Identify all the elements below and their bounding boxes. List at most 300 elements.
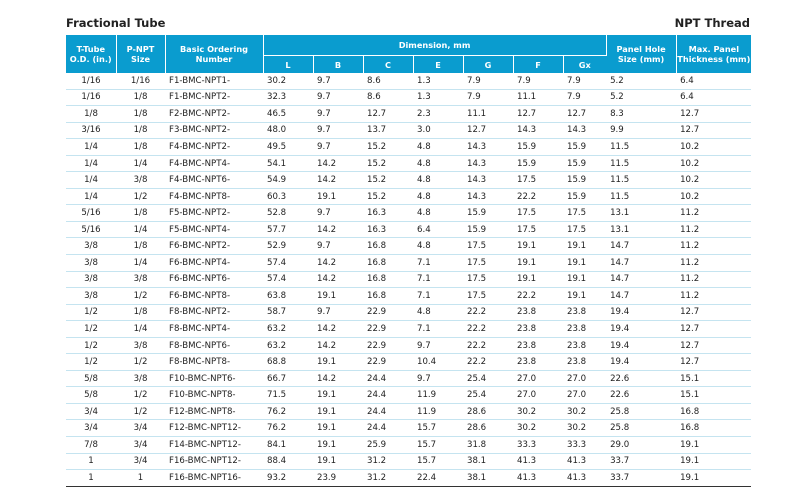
cell-dim-l: 58.7 bbox=[263, 304, 313, 321]
cell-dim-g: 17.5 bbox=[463, 255, 513, 272]
table-row bbox=[66, 370, 751, 387]
cell-pnpt-size: 3/4 bbox=[116, 437, 165, 454]
cell-dim-f: 22.2 bbox=[513, 288, 563, 305]
cell-dim-c: 22.9 bbox=[363, 337, 413, 354]
cell-ordering-number: F5-BMC-NPT4- bbox=[165, 221, 263, 238]
cell-dim-b: 23.9 bbox=[313, 470, 363, 487]
cell-dim-c: 31.2 bbox=[363, 470, 413, 487]
cell-ordering-number: F4-BMC-NPT2- bbox=[165, 139, 263, 156]
cell-pnpt-size: 1/4 bbox=[116, 155, 165, 172]
cell-pnpt-size: 3/8 bbox=[116, 370, 165, 387]
cell-tube-od: 1/2 bbox=[66, 321, 116, 338]
cell-dim-c: 22.9 bbox=[363, 304, 413, 321]
cell-dim-g: 22.2 bbox=[463, 304, 513, 321]
cell-pnpt-size: 1/8 bbox=[116, 238, 165, 255]
cell-dim-e: 1.3 bbox=[413, 89, 463, 106]
cell-max-panel-thickness: 10.2 bbox=[676, 188, 751, 205]
cell-dim-gx: 23.8 bbox=[563, 304, 606, 321]
cell-tube-od: 3/8 bbox=[66, 271, 116, 288]
cell-max-panel-thickness: 10.2 bbox=[676, 155, 751, 172]
cell-dim-f: 17.5 bbox=[513, 221, 563, 238]
cell-pnpt-size: 1/8 bbox=[116, 89, 165, 106]
cell-dim-l: 54.1 bbox=[263, 155, 313, 172]
header-max-panel-thickness: Max. Panel Thickness (mm) bbox=[676, 35, 751, 73]
cell-max-panel-thickness: 6.4 bbox=[676, 89, 751, 106]
cell-dim-l: 76.2 bbox=[263, 420, 313, 437]
section-title: Fractional Tube bbox=[66, 16, 166, 30]
cell-max-panel-thickness: 6.4 bbox=[676, 73, 751, 89]
cell-dim-e: 11.9 bbox=[413, 403, 463, 420]
cell-dim-b: 14.2 bbox=[313, 271, 363, 288]
cell-ordering-number: F4-BMC-NPT6- bbox=[165, 172, 263, 189]
cell-pnpt-size: 1/2 bbox=[116, 403, 165, 420]
cell-dim-b: 9.7 bbox=[313, 139, 363, 156]
cell-dim-f: 23.8 bbox=[513, 304, 563, 321]
cell-tube-od: 1 bbox=[66, 470, 116, 487]
cell-dim-c: 25.9 bbox=[363, 437, 413, 454]
cell-panel-hole-size: 33.7 bbox=[606, 453, 676, 470]
cell-dim-b: 19.1 bbox=[313, 420, 363, 437]
cell-dim-g: 11.1 bbox=[463, 106, 513, 123]
cell-panel-hole-size: 11.5 bbox=[606, 155, 676, 172]
cell-tube-od: 1/4 bbox=[66, 139, 116, 156]
cell-dim-b: 14.2 bbox=[313, 255, 363, 272]
cell-panel-hole-size: 19.4 bbox=[606, 354, 676, 371]
cell-dim-c: 24.4 bbox=[363, 403, 413, 420]
cell-max-panel-thickness: 11.2 bbox=[676, 288, 751, 305]
cell-panel-hole-size: 5.2 bbox=[606, 89, 676, 106]
cell-dim-gx: 41.3 bbox=[563, 470, 606, 487]
table-row bbox=[66, 122, 751, 139]
cell-dim-c: 15.2 bbox=[363, 172, 413, 189]
cell-panel-hole-size: 14.7 bbox=[606, 271, 676, 288]
cell-panel-hole-size: 5.2 bbox=[606, 73, 676, 89]
cell-tube-od: 1/2 bbox=[66, 304, 116, 321]
header-dim-b: B bbox=[313, 56, 363, 74]
header-dim-l: L bbox=[263, 56, 313, 74]
cell-dim-l: 30.2 bbox=[263, 73, 313, 89]
cell-dim-gx: 30.2 bbox=[563, 403, 606, 420]
cell-dim-g: 15.9 bbox=[463, 221, 513, 238]
cell-panel-hole-size: 33.7 bbox=[606, 470, 676, 487]
cell-ordering-number: F2-BMC-NPT2- bbox=[165, 106, 263, 123]
cell-pnpt-size: 1/8 bbox=[116, 139, 165, 156]
cell-dim-f: 30.2 bbox=[513, 420, 563, 437]
cell-max-panel-thickness: 15.1 bbox=[676, 370, 751, 387]
cell-dim-f: 41.3 bbox=[513, 453, 563, 470]
table-row bbox=[66, 403, 751, 420]
cell-ordering-number: F12-BMC-NPT8- bbox=[165, 403, 263, 420]
cell-max-panel-thickness: 19.1 bbox=[676, 470, 751, 487]
cell-dim-f: 17.5 bbox=[513, 172, 563, 189]
header-dim-f: F bbox=[513, 56, 563, 74]
cell-dim-gx: 23.8 bbox=[563, 321, 606, 338]
cell-dim-g: 12.7 bbox=[463, 122, 513, 139]
cell-dim-b: 9.7 bbox=[313, 304, 363, 321]
cell-tube-od: 1/2 bbox=[66, 337, 116, 354]
cell-max-panel-thickness: 12.7 bbox=[676, 304, 751, 321]
cell-dim-g: 15.9 bbox=[463, 205, 513, 222]
cell-dim-gx: 15.9 bbox=[563, 188, 606, 205]
cell-dim-f: 19.1 bbox=[513, 238, 563, 255]
cell-dim-b: 14.2 bbox=[313, 337, 363, 354]
cell-dim-g: 14.3 bbox=[463, 155, 513, 172]
cell-max-panel-thickness: 12.7 bbox=[676, 106, 751, 123]
cell-tube-od: 7/8 bbox=[66, 437, 116, 454]
cell-pnpt-size: 3/8 bbox=[116, 271, 165, 288]
cell-dim-e: 7.1 bbox=[413, 255, 463, 272]
cell-dim-l: 52.9 bbox=[263, 238, 313, 255]
table-row bbox=[66, 321, 751, 338]
title-bar bbox=[66, 15, 750, 31]
cell-pnpt-size: 1/4 bbox=[116, 321, 165, 338]
table-row bbox=[66, 387, 751, 404]
cell-max-panel-thickness: 12.7 bbox=[676, 321, 751, 338]
cell-dim-l: 84.1 bbox=[263, 437, 313, 454]
cell-dim-gx: 19.1 bbox=[563, 255, 606, 272]
cell-dim-b: 14.2 bbox=[313, 172, 363, 189]
cell-panel-hole-size: 19.4 bbox=[606, 304, 676, 321]
cell-tube-od: 3/4 bbox=[66, 403, 116, 420]
header-tube-od: T-Tube O.D. (in.) bbox=[66, 35, 116, 73]
cell-panel-hole-size: 22.6 bbox=[606, 387, 676, 404]
cell-dim-e: 9.7 bbox=[413, 370, 463, 387]
table-row bbox=[66, 106, 751, 123]
cell-dim-c: 24.4 bbox=[363, 370, 413, 387]
cell-dim-gx: 30.2 bbox=[563, 420, 606, 437]
cell-dim-b: 14.2 bbox=[313, 221, 363, 238]
table-row bbox=[66, 470, 751, 487]
table-row bbox=[66, 238, 751, 255]
cell-tube-od: 3/8 bbox=[66, 238, 116, 255]
cell-dim-l: 57.4 bbox=[263, 271, 313, 288]
table-row bbox=[66, 271, 751, 288]
cell-dim-gx: 19.1 bbox=[563, 288, 606, 305]
cell-pnpt-size: 1 bbox=[116, 470, 165, 487]
cell-dim-f: 23.8 bbox=[513, 321, 563, 338]
cell-dim-e: 7.1 bbox=[413, 288, 463, 305]
cell-dim-gx: 15.9 bbox=[563, 155, 606, 172]
cell-panel-hole-size: 9.9 bbox=[606, 122, 676, 139]
table-row bbox=[66, 437, 751, 454]
cell-dim-l: 60.3 bbox=[263, 188, 313, 205]
cell-pnpt-size: 1/16 bbox=[116, 73, 165, 89]
cell-dim-l: 32.3 bbox=[263, 89, 313, 106]
cell-dim-g: 14.3 bbox=[463, 172, 513, 189]
cell-tube-od: 3/4 bbox=[66, 420, 116, 437]
cell-panel-hole-size: 29.0 bbox=[606, 437, 676, 454]
cell-dim-l: 46.5 bbox=[263, 106, 313, 123]
cell-dim-g: 17.5 bbox=[463, 288, 513, 305]
cell-dim-e: 11.9 bbox=[413, 387, 463, 404]
cell-dim-e: 4.8 bbox=[413, 139, 463, 156]
cell-dim-l: 57.7 bbox=[263, 221, 313, 238]
cell-dim-c: 12.7 bbox=[363, 106, 413, 123]
cell-dim-l: 52.8 bbox=[263, 205, 313, 222]
cell-dim-g: 22.2 bbox=[463, 354, 513, 371]
cell-ordering-number: F6-BMC-NPT8- bbox=[165, 288, 263, 305]
cell-dim-l: 63.2 bbox=[263, 337, 313, 354]
cell-dim-l: 57.4 bbox=[263, 255, 313, 272]
cell-dim-g: 7.9 bbox=[463, 73, 513, 89]
cell-dim-g: 14.3 bbox=[463, 139, 513, 156]
cell-dim-f: 15.9 bbox=[513, 155, 563, 172]
cell-dim-f: 15.9 bbox=[513, 139, 563, 156]
cell-panel-hole-size: 11.5 bbox=[606, 139, 676, 156]
header-panel-hole-size: Panel Hole Size (mm) bbox=[606, 35, 676, 73]
table-row bbox=[66, 304, 751, 321]
table-row bbox=[66, 205, 751, 222]
cell-dim-gx: 27.0 bbox=[563, 370, 606, 387]
cell-dim-gx: 23.8 bbox=[563, 354, 606, 371]
cell-panel-hole-size: 8.3 bbox=[606, 106, 676, 123]
cell-dim-b: 19.1 bbox=[313, 387, 363, 404]
cell-dim-c: 22.9 bbox=[363, 354, 413, 371]
cell-dim-b: 19.1 bbox=[313, 288, 363, 305]
cell-dim-c: 8.6 bbox=[363, 73, 413, 89]
cell-dim-f: 23.8 bbox=[513, 337, 563, 354]
cell-tube-od: 3/8 bbox=[66, 255, 116, 272]
cell-dim-f: 11.1 bbox=[513, 89, 563, 106]
cell-dim-f: 22.2 bbox=[513, 188, 563, 205]
cell-pnpt-size: 1/8 bbox=[116, 205, 165, 222]
table-row bbox=[66, 288, 751, 305]
cell-dim-c: 31.2 bbox=[363, 453, 413, 470]
cell-ordering-number: F4-BMC-NPT8- bbox=[165, 188, 263, 205]
cell-dim-gx: 17.5 bbox=[563, 205, 606, 222]
header-dim-c: C bbox=[363, 56, 413, 74]
cell-dim-gx: 7.9 bbox=[563, 73, 606, 89]
table-row bbox=[66, 188, 751, 205]
cell-dim-e: 7.1 bbox=[413, 321, 463, 338]
cell-dim-b: 14.2 bbox=[313, 370, 363, 387]
cell-dim-g: 31.8 bbox=[463, 437, 513, 454]
cell-dim-b: 19.1 bbox=[313, 437, 363, 454]
cell-dim-b: 9.7 bbox=[313, 106, 363, 123]
cell-ordering-number: F8-BMC-NPT2- bbox=[165, 304, 263, 321]
cell-dim-g: 7.9 bbox=[463, 89, 513, 106]
cell-ordering-number: F16-BMC-NPT12- bbox=[165, 453, 263, 470]
cell-dim-e: 4.8 bbox=[413, 205, 463, 222]
cell-dim-e: 4.8 bbox=[413, 172, 463, 189]
dimensions-table bbox=[66, 35, 751, 487]
cell-dim-c: 24.4 bbox=[363, 420, 413, 437]
cell-dim-c: 8.6 bbox=[363, 89, 413, 106]
header-dim-e: E bbox=[413, 56, 463, 74]
cell-max-panel-thickness: 12.7 bbox=[676, 122, 751, 139]
cell-tube-od: 1/4 bbox=[66, 172, 116, 189]
cell-dim-gx: 12.7 bbox=[563, 106, 606, 123]
cell-dim-g: 22.2 bbox=[463, 337, 513, 354]
cell-dim-f: 19.1 bbox=[513, 271, 563, 288]
cell-dim-f: 30.2 bbox=[513, 403, 563, 420]
cell-ordering-number: F4-BMC-NPT4- bbox=[165, 155, 263, 172]
cell-panel-hole-size: 14.7 bbox=[606, 238, 676, 255]
cell-dim-gx: 15.9 bbox=[563, 172, 606, 189]
cell-dim-e: 1.3 bbox=[413, 73, 463, 89]
cell-dim-l: 49.5 bbox=[263, 139, 313, 156]
cell-dim-e: 15.7 bbox=[413, 453, 463, 470]
cell-dim-b: 9.7 bbox=[313, 205, 363, 222]
cell-dim-f: 17.5 bbox=[513, 205, 563, 222]
cell-dim-l: 48.0 bbox=[263, 122, 313, 139]
cell-ordering-number: F6-BMC-NPT2- bbox=[165, 238, 263, 255]
cell-panel-hole-size: 22.6 bbox=[606, 370, 676, 387]
cell-dim-f: 27.0 bbox=[513, 387, 563, 404]
cell-max-panel-thickness: 19.1 bbox=[676, 453, 751, 470]
table-row bbox=[66, 420, 751, 437]
cell-dim-gx: 23.8 bbox=[563, 337, 606, 354]
cell-dim-e: 6.4 bbox=[413, 221, 463, 238]
cell-dim-b: 9.7 bbox=[313, 238, 363, 255]
cell-panel-hole-size: 25.8 bbox=[606, 403, 676, 420]
cell-dim-e: 10.4 bbox=[413, 354, 463, 371]
cell-ordering-number: F12-BMC-NPT12- bbox=[165, 420, 263, 437]
table-row bbox=[66, 73, 751, 89]
cell-dim-c: 16.3 bbox=[363, 205, 413, 222]
cell-ordering-number: F1-BMC-NPT1- bbox=[165, 73, 263, 89]
cell-dim-gx: 19.1 bbox=[563, 271, 606, 288]
cell-pnpt-size: 1/8 bbox=[116, 122, 165, 139]
cell-dim-e: 15.7 bbox=[413, 420, 463, 437]
cell-panel-hole-size: 19.4 bbox=[606, 321, 676, 338]
header-dim-g: G bbox=[463, 56, 513, 74]
cell-dim-e: 3.0 bbox=[413, 122, 463, 139]
cell-dim-e: 9.7 bbox=[413, 337, 463, 354]
cell-dim-f: 19.1 bbox=[513, 255, 563, 272]
cell-ordering-number: F10-BMC-NPT8- bbox=[165, 387, 263, 404]
cell-pnpt-size: 3/4 bbox=[116, 420, 165, 437]
cell-dim-gx: 15.9 bbox=[563, 139, 606, 156]
cell-dim-l: 71.5 bbox=[263, 387, 313, 404]
cell-dim-f: 23.8 bbox=[513, 354, 563, 371]
cell-tube-od: 1/16 bbox=[66, 73, 116, 89]
table-row bbox=[66, 453, 751, 470]
cell-pnpt-size: 3/8 bbox=[116, 172, 165, 189]
cell-dim-b: 9.7 bbox=[313, 122, 363, 139]
cell-max-panel-thickness: 12.7 bbox=[676, 337, 751, 354]
table-body bbox=[66, 73, 751, 486]
header-dim-gx: Gx bbox=[563, 56, 606, 74]
cell-ordering-number: F10-BMC-NPT6- bbox=[165, 370, 263, 387]
cell-dim-e: 4.8 bbox=[413, 304, 463, 321]
cell-dim-l: 88.4 bbox=[263, 453, 313, 470]
cell-dim-l: 93.2 bbox=[263, 470, 313, 487]
cell-tube-od: 3/8 bbox=[66, 288, 116, 305]
cell-dim-gx: 41.3 bbox=[563, 453, 606, 470]
cell-dim-gx: 7.9 bbox=[563, 89, 606, 106]
cell-dim-l: 68.8 bbox=[263, 354, 313, 371]
cell-max-panel-thickness: 11.2 bbox=[676, 271, 751, 288]
table-row bbox=[66, 155, 751, 172]
cell-dim-e: 4.8 bbox=[413, 155, 463, 172]
cell-pnpt-size: 1/8 bbox=[116, 106, 165, 123]
cell-dim-e: 15.7 bbox=[413, 437, 463, 454]
cell-tube-od: 1/4 bbox=[66, 188, 116, 205]
header-dimension-group: Dimension, mm bbox=[263, 35, 606, 56]
cell-max-panel-thickness: 10.2 bbox=[676, 139, 751, 156]
cell-dim-g: 38.1 bbox=[463, 470, 513, 487]
cell-tube-od: 5/8 bbox=[66, 370, 116, 387]
cell-pnpt-size: 1/2 bbox=[116, 387, 165, 404]
cell-dim-l: 63.2 bbox=[263, 321, 313, 338]
cell-pnpt-size: 1/2 bbox=[116, 354, 165, 371]
table-row bbox=[66, 172, 751, 189]
cell-ordering-number: F16-BMC-NPT16- bbox=[165, 470, 263, 487]
cell-dim-f: 12.7 bbox=[513, 106, 563, 123]
cell-dim-g: 25.4 bbox=[463, 387, 513, 404]
table-row bbox=[66, 221, 751, 238]
cell-panel-hole-size: 13.1 bbox=[606, 205, 676, 222]
cell-dim-c: 15.2 bbox=[363, 139, 413, 156]
cell-dim-g: 25.4 bbox=[463, 370, 513, 387]
table-row bbox=[66, 89, 751, 106]
cell-ordering-number: F6-BMC-NPT4- bbox=[165, 255, 263, 272]
cell-panel-hole-size: 11.5 bbox=[606, 172, 676, 189]
cell-panel-hole-size: 13.1 bbox=[606, 221, 676, 238]
cell-dim-c: 15.2 bbox=[363, 188, 413, 205]
cell-dim-g: 17.5 bbox=[463, 271, 513, 288]
cell-pnpt-size: 1/4 bbox=[116, 255, 165, 272]
cell-dim-c: 16.8 bbox=[363, 238, 413, 255]
cell-dim-l: 66.7 bbox=[263, 370, 313, 387]
cell-dim-gx: 33.3 bbox=[563, 437, 606, 454]
cell-ordering-number: F5-BMC-NPT2- bbox=[165, 205, 263, 222]
cell-dim-c: 16.8 bbox=[363, 271, 413, 288]
cell-dim-c: 16.8 bbox=[363, 255, 413, 272]
cell-max-panel-thickness: 19.1 bbox=[676, 437, 751, 454]
cell-tube-od: 1 bbox=[66, 453, 116, 470]
cell-ordering-number: F8-BMC-NPT6- bbox=[165, 337, 263, 354]
cell-panel-hole-size: 14.7 bbox=[606, 255, 676, 272]
cell-dim-f: 33.3 bbox=[513, 437, 563, 454]
thread-type-title: NPT Thread bbox=[674, 16, 750, 30]
cell-tube-od: 1/16 bbox=[66, 89, 116, 106]
cell-pnpt-size: 1/4 bbox=[116, 221, 165, 238]
header-pnpt-size: P-NPT Size bbox=[116, 35, 165, 73]
cell-dim-g: 17.5 bbox=[463, 238, 513, 255]
cell-ordering-number: F1-BMC-NPT2- bbox=[165, 89, 263, 106]
cell-dim-c: 13.7 bbox=[363, 122, 413, 139]
cell-dim-g: 38.1 bbox=[463, 453, 513, 470]
cell-ordering-number: F14-BMC-NPT12- bbox=[165, 437, 263, 454]
cell-dim-c: 16.8 bbox=[363, 288, 413, 305]
cell-pnpt-size: 3/4 bbox=[116, 453, 165, 470]
cell-panel-hole-size: 11.5 bbox=[606, 188, 676, 205]
cell-dim-g: 22.2 bbox=[463, 321, 513, 338]
cell-dim-b: 14.2 bbox=[313, 155, 363, 172]
cell-dim-f: 41.3 bbox=[513, 470, 563, 487]
cell-dim-b: 19.1 bbox=[313, 403, 363, 420]
table-row bbox=[66, 337, 751, 354]
cell-tube-od: 1/8 bbox=[66, 106, 116, 123]
cell-dim-e: 7.1 bbox=[413, 271, 463, 288]
cell-tube-od: 5/16 bbox=[66, 221, 116, 238]
cell-dim-b: 19.1 bbox=[313, 354, 363, 371]
cell-max-panel-thickness: 11.2 bbox=[676, 205, 751, 222]
cell-dim-f: 27.0 bbox=[513, 370, 563, 387]
cell-dim-b: 19.1 bbox=[313, 453, 363, 470]
cell-ordering-number: F8-BMC-NPT8- bbox=[165, 354, 263, 371]
cell-dim-c: 24.4 bbox=[363, 387, 413, 404]
cell-panel-hole-size: 14.7 bbox=[606, 288, 676, 305]
cell-dim-b: 19.1 bbox=[313, 188, 363, 205]
cell-max-panel-thickness: 11.2 bbox=[676, 255, 751, 272]
cell-max-panel-thickness: 16.8 bbox=[676, 403, 751, 420]
cell-dim-f: 7.9 bbox=[513, 73, 563, 89]
cell-max-panel-thickness: 11.2 bbox=[676, 238, 751, 255]
cell-pnpt-size: 1/2 bbox=[116, 188, 165, 205]
